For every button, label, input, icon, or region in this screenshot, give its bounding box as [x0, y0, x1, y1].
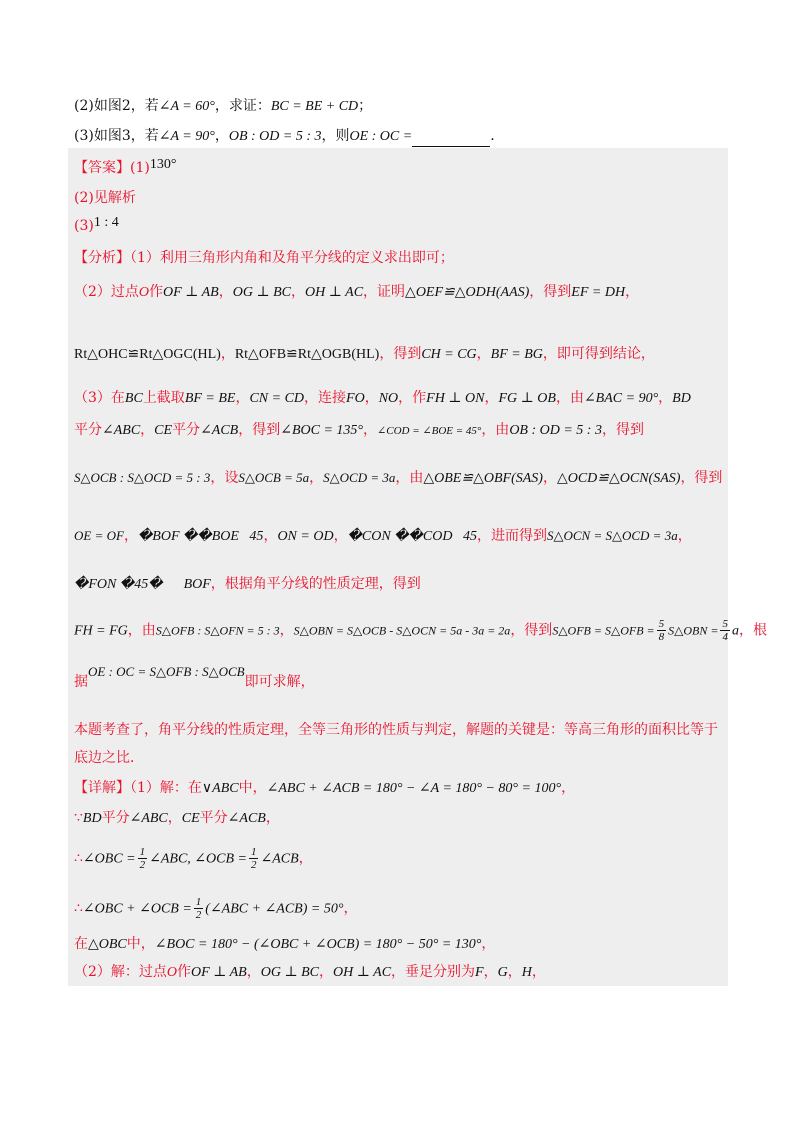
q3-sep: ， [214, 128, 229, 144]
detail-line-2 [74, 808, 280, 829]
text: ， [298, 850, 313, 867]
math: CE [154, 423, 173, 438]
text: （2）过点 [74, 284, 139, 300]
text: ，进而得到 [476, 528, 547, 544]
math: S△OFB : S△OFN = 5 : 3 [155, 623, 280, 638]
text: ， [363, 422, 378, 438]
text: ， [235, 390, 250, 406]
math: OE : OC = S△OFB : S△OCB [88, 664, 245, 679]
analysis-line-4 [74, 388, 691, 409]
text: 即可求解， [244, 674, 315, 690]
text: 平分 [199, 810, 228, 826]
text: ，得到 [510, 622, 553, 639]
math: ON = OD [277, 529, 334, 544]
math: �CON ��COD 45 [347, 529, 477, 544]
q2-mid: ，求证： [214, 98, 271, 114]
question-2 [74, 96, 372, 117]
math: ∨ABC [201, 781, 239, 796]
math: OH ⊥ AC [333, 965, 392, 980]
text: ，得到 [529, 284, 572, 300]
text: ， [333, 528, 348, 544]
fraction-denominator: 2 [139, 859, 146, 871]
math: OG ⊥ BC [232, 285, 292, 300]
text: ， [263, 528, 278, 544]
text: （2）解：过点 [74, 964, 167, 980]
text: ， [246, 964, 261, 980]
text: （3）在 [74, 390, 125, 406]
analysis-summary-1: 本题考查了，角平分线的性质定理，全等三角形的性质与判定，解题的关键是：等高三角形的面积比等于 [74, 722, 718, 738]
math: ∠BAC = 90° [583, 391, 659, 406]
text: ， [542, 470, 557, 486]
math: S△OFB = S△OFB = [552, 623, 655, 638]
text: ， [220, 346, 235, 362]
text: ， [291, 284, 306, 300]
math: BC [124, 391, 143, 406]
text: ， [343, 900, 358, 917]
math: S△OCB = 5a [238, 470, 310, 485]
math: ∠OBC = [82, 851, 136, 867]
math: �BOF ��BOE 45 [137, 529, 264, 544]
text: ∴ [74, 900, 83, 917]
fraction-5-4 [720, 618, 730, 643]
text: 中， [126, 936, 155, 952]
text: ，即可得到结论， [542, 346, 655, 362]
math: OH ⊥ AC [305, 285, 364, 300]
analysis-line-5 [74, 420, 644, 441]
math: △OCD≌△OCN(SAS) [556, 471, 681, 486]
analysis-label: 【分析】 [74, 250, 130, 266]
text: ， [319, 964, 334, 980]
math: FG ⊥ OB [498, 391, 556, 406]
math: ∠COD = ∠BOE = 45° [377, 425, 482, 437]
q2-prefix: (2)如图2，若 [74, 98, 159, 114]
text: ， [265, 810, 280, 826]
analysis-line-7 [74, 526, 692, 547]
detail-line-6 [74, 962, 546, 983]
math: △OEF≌△ODH(AAS) [405, 285, 530, 300]
fraction-numerator: 1 [139, 846, 146, 858]
math: BD [82, 811, 102, 826]
math: S△OBN = [668, 623, 719, 638]
math: OG ⊥ BC [260, 965, 320, 980]
text: ，得到 [238, 422, 281, 438]
q2-end: ； [358, 98, 373, 114]
text: ， [309, 470, 324, 486]
question-3 [74, 126, 495, 147]
q3-prefix: (3)如图3，若 [74, 128, 159, 144]
text: 平分 [101, 810, 130, 826]
text: ∵ [74, 810, 83, 826]
math: ∠ACB [227, 811, 266, 826]
detail-line-5 [74, 934, 495, 955]
math: a [731, 623, 739, 639]
math: ∠OBC + ∠OCB = [82, 901, 192, 917]
math: FH ⊥ ON [426, 391, 485, 406]
text: ， [658, 390, 673, 406]
fraction-numerator: 5 [658, 618, 665, 630]
text: （1）解：在 [130, 780, 202, 796]
detail-line-4 [74, 896, 357, 921]
text: ∴ [74, 850, 83, 867]
fraction-numerator: 1 [195, 896, 202, 908]
analysis-line-3 [74, 344, 655, 365]
math: �FON �45� BOF [74, 577, 211, 592]
text: ， [123, 528, 138, 544]
q3-ask: OE : OC = [349, 129, 413, 144]
text: ，证明 [363, 284, 406, 300]
math: FO [346, 391, 365, 406]
text: ， [364, 390, 379, 406]
text: ，得到 [379, 346, 422, 362]
text: 平分 [74, 422, 102, 438]
text: ，由 [555, 390, 584, 406]
math: OE = OF [74, 528, 124, 543]
text: ，由 [395, 470, 424, 486]
q3-mid: ，则 [321, 128, 350, 144]
math: BF = BE [184, 391, 236, 406]
text: ，得到 [680, 470, 723, 486]
analysis-line-2 [74, 282, 639, 303]
math: ∠ABC, ∠OCB = [149, 851, 247, 867]
fraction-denominator: 2 [195, 909, 202, 921]
math: S△OCD = 3a [323, 470, 396, 485]
math: ∠ABC [102, 423, 141, 438]
math: CN = CD [249, 391, 305, 406]
math: CE [181, 811, 200, 826]
text: 据 [74, 674, 88, 690]
point-o: O [166, 965, 178, 980]
text: 在 [74, 936, 88, 952]
math: H [521, 965, 532, 980]
answer-p1: (1) [130, 160, 150, 176]
text: 平分 [172, 422, 201, 438]
fraction-denominator: 2 [250, 859, 257, 871]
text: ，设 [210, 470, 239, 486]
text: ， [507, 964, 522, 980]
analysis-line-8 [74, 574, 421, 595]
math: ∠ACB [260, 851, 299, 867]
text: ， [625, 284, 640, 300]
answer-line-2: (2)见解析 [74, 190, 136, 206]
q2-condition: ∠A = 60° [158, 99, 215, 114]
math: OF ⊥ AB [163, 285, 219, 300]
fraction-1-2 [138, 846, 148, 871]
math: △OBC [88, 937, 127, 952]
answer-p3: (3) [74, 218, 94, 234]
answer-value-1: 130° [149, 157, 177, 172]
math: OF ⊥ AB [191, 965, 247, 980]
detail-label: 【详解】 [74, 780, 130, 796]
analysis-line-10 [74, 664, 315, 692]
analysis-summary-2: 底边之比． [74, 750, 144, 766]
text: ， [677, 528, 692, 544]
math: S△OCB : S△OCD = 5 : 3 [74, 470, 211, 485]
text: ，连接 [304, 390, 347, 406]
math: CH = CG [421, 347, 477, 362]
analysis-line-1 [74, 248, 454, 268]
text: ， [218, 284, 233, 300]
math: Rt△OFB≌Rt△OGB(HL) [234, 347, 380, 362]
text: ，由 [481, 422, 510, 438]
text: 上截取 [142, 390, 185, 406]
math: S△OBN = S△OCB - S△OCN = 5a - 3a = 2a [293, 623, 511, 638]
text: ， [476, 346, 491, 362]
fraction-5-8 [657, 618, 667, 643]
math: NO [378, 391, 399, 406]
math: EF = DH [571, 285, 626, 300]
point-o: O [138, 285, 150, 300]
analysis-step-1: （1）利用三角形内角和及角平分线的定义求出即可； [130, 250, 454, 266]
math: G [497, 965, 508, 980]
text: ，垂足分别为 [391, 964, 476, 980]
text: ，由 [127, 622, 156, 639]
math: △OBE≌△OBF(SAS) [423, 471, 543, 486]
analysis-line-9 [74, 618, 767, 643]
analysis-line-6 [74, 468, 722, 489]
text: 作 [177, 964, 192, 980]
math: OB : OD = 5 : 3 [509, 423, 602, 438]
fraction-denominator: 8 [658, 631, 665, 643]
detail-line-1 [74, 778, 575, 799]
math: ∠ABC [129, 811, 168, 826]
q3-ratio: OB : OD = 5 : 3 [228, 129, 322, 144]
math: ∠ACB [200, 423, 239, 438]
detail-line-3 [74, 846, 313, 871]
fraction-numerator: 1 [250, 846, 257, 858]
q2-equation: BC = BE + CD [270, 99, 359, 114]
answer-label: 【答案】 [74, 160, 130, 176]
fraction-denominator: 4 [722, 631, 728, 643]
fraction-1-2 [249, 846, 259, 871]
math: BF = BG [490, 347, 543, 362]
answer-line-1 [74, 158, 176, 179]
text: ，得到 [601, 422, 644, 438]
text: ，根据角平分线的性质定理，得到 [210, 576, 421, 592]
math: (∠ABC + ∠ACB) = 50° [205, 901, 344, 917]
text: ， [561, 780, 576, 796]
text: ， [167, 810, 182, 826]
text: 作 [149, 284, 164, 300]
text: 中， [238, 780, 267, 796]
fraction-1-2 [194, 896, 204, 921]
math: FH = FG [74, 623, 128, 639]
text: ， [531, 964, 546, 980]
text: ，根 [738, 622, 767, 639]
text: ， [483, 964, 498, 980]
text: ， [140, 422, 155, 438]
answer-blank [412, 132, 490, 147]
math: Rt△OHC≌Rt△OGC(HL) [74, 347, 221, 362]
fraction-numerator: 5 [722, 618, 728, 630]
q3-end: . [490, 128, 495, 144]
q3-condition: ∠A = 90° [158, 129, 215, 144]
text: ， [279, 622, 294, 639]
math: S△OCN = S△OCD = 3a [546, 528, 678, 543]
text: ， [484, 390, 499, 406]
answer-line-3 [74, 216, 119, 237]
math: BD [672, 391, 691, 406]
math: F [475, 965, 484, 980]
text: ，作 [398, 390, 427, 406]
math: ∠BOC = 135° [280, 423, 364, 438]
text: ， [481, 936, 496, 952]
math: ∠ABC + ∠ACB = 180° − ∠A = 180° − 80° = 100° [266, 781, 562, 796]
math: ∠BOC = 180° − (∠OBC + ∠OCB) = 180° − 50° = 130° [154, 937, 482, 952]
answer-value-3: 1 : 4 [93, 215, 119, 230]
